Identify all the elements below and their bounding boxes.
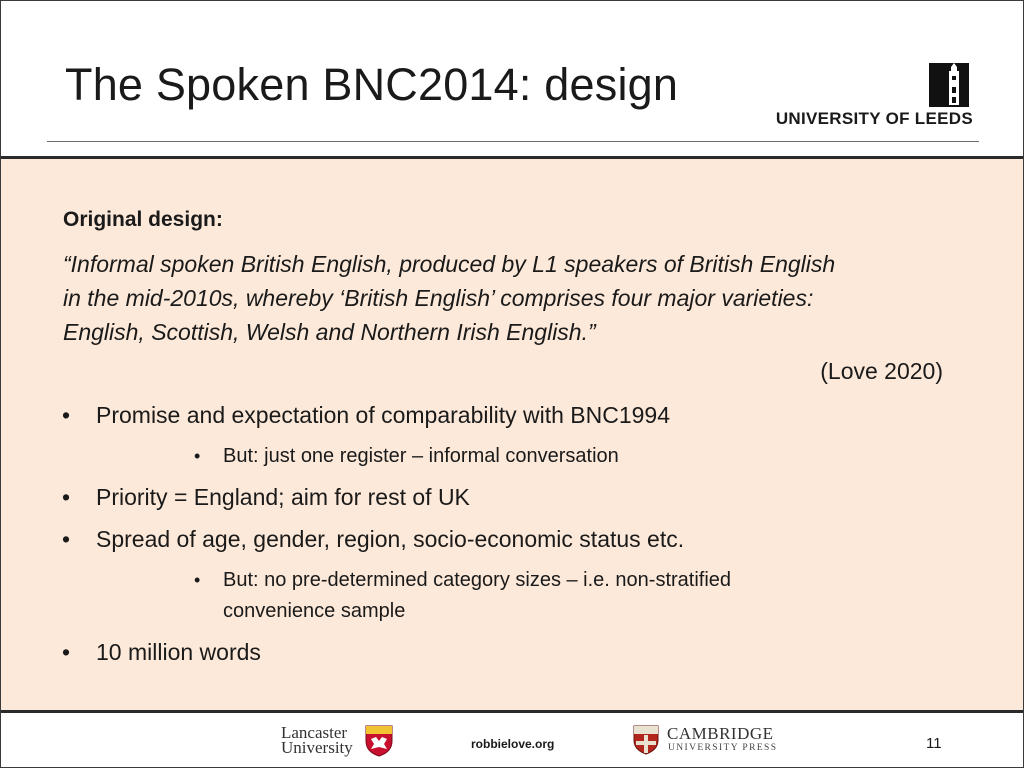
bullet-priority [62,484,470,511]
title-divider [47,141,979,142]
bullet-dot: • [62,639,71,665]
sub-bullet-dot: • [194,446,201,466]
lancaster-logo-text [281,725,353,755]
slide-header [1,1,1023,157]
lancaster-line: Lancaster [281,723,348,742]
leeds-clocktower-icon [929,63,969,107]
design-quote [63,247,943,349]
leeds-logo-text: UNIVERSITY OF LEEDS [775,109,973,128]
slide-title: The Spoken BNC2014: design [65,59,679,110]
cambridge-crest-icon [633,725,659,755]
cambridge-name: CAMBRIDGE [667,724,774,743]
bullet-spread [62,526,685,553]
quote-citation: (Love 2020) [820,358,943,384]
slide-number: 11 [926,735,942,752]
bullet-dot: • [62,402,71,428]
bullet-text: Priority = England; aim for rest of UK [96,484,470,510]
bullet-text: Promise and expectation of comparability with BNC1994 [96,402,671,428]
cambridge-university-press-logo [633,725,793,761]
sub-bullet-sample [194,565,732,627]
sub-bullet-text: convenience sample [223,600,406,622]
bullet-comparability [62,402,671,429]
bullet-words [62,639,261,666]
lancaster-line: University [281,738,353,757]
quote-line: English, Scottish, Welsh and Northern Irish English.” [63,319,596,345]
sub-bullet-text: But: no pre-determined category sizes – i.e. non-stratified [223,569,732,591]
website-link: robbielove.org [471,737,555,751]
lancaster-university-logo [281,725,395,761]
quote-line: “Informal spoken British English, produced by L1 speakers of British English [63,251,836,277]
quote-line: in the mid-2010s, whereby ‘British English’ comprises four major varieties: [63,285,814,311]
slide-body [1,159,1023,710]
bullet-text: Spread of age, gender, region, socio-economic status etc. [96,526,685,552]
sub-bullet-text: But: just one register – informal conversation [223,445,619,467]
university-of-leeds-logo [749,61,973,131]
original-design-heading: Original design: [63,208,223,231]
bullet-dot: • [62,526,71,552]
sub-bullet-dot: • [194,570,201,590]
bullet-dot: • [62,484,71,510]
lancaster-crest-icon [365,725,393,757]
slide-footer [1,713,1023,767]
bullet-text: 10 million words [96,639,261,665]
sub-bullet-register [194,441,619,472]
cambridge-subtitle: UNIVERSITY PRESS [668,743,778,753]
